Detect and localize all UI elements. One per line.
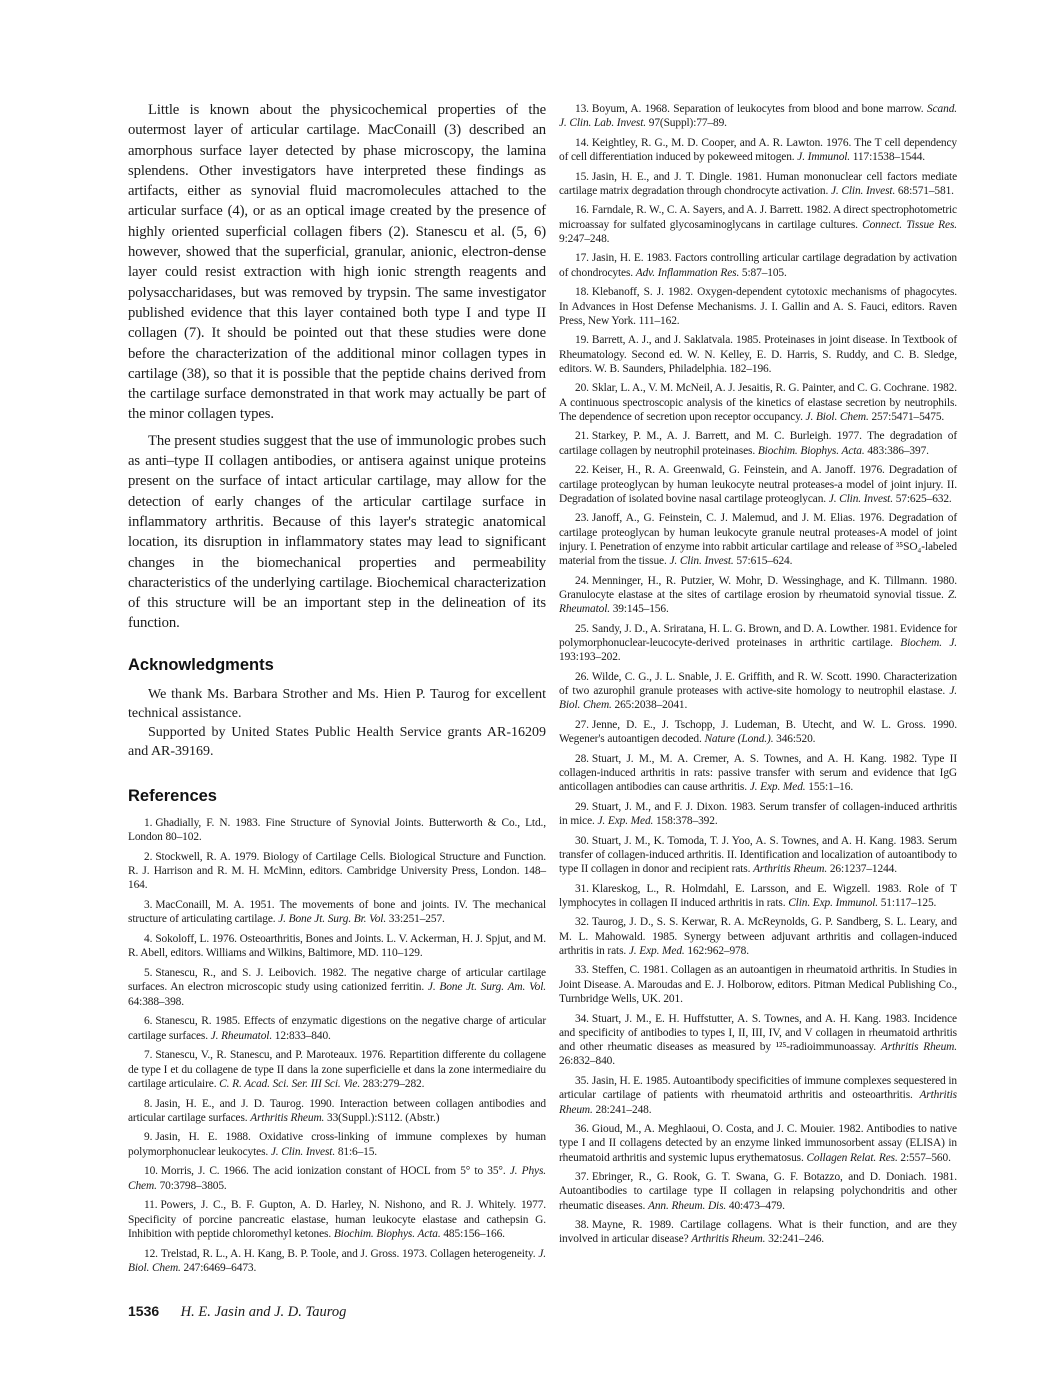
reference-journal: Arthritis Rheum. xyxy=(880,1041,957,1054)
reference-number: 15. xyxy=(575,170,589,183)
reference-journal: Biochim. Biophys. Acta. xyxy=(333,1228,441,1241)
reference-number: 17. xyxy=(575,252,589,265)
reference-journal: J. Clin. Invest. xyxy=(828,492,893,505)
reference-text: Stuart, J. M., and F. J. Dixon. 1983. Serum transfer of collagen-induced arthritis in mice. xyxy=(559,800,957,828)
reference-text: Menninger, H., R. Putzier, W. Mohr, D. Wessinghage, and K. Tillmann. 1980. Granulocyte elastase at the sites of cartilage erosion by rheumatoid synovial tissue. xyxy=(559,574,957,601)
reference-item xyxy=(128,1247,546,1276)
reference-number: 22. xyxy=(575,464,589,477)
reference-journal: Collagen Relat. Res. xyxy=(806,1151,898,1164)
acknowledgments-paragraph-2: Supported by United States Public Health Service grants AR-16209 and AR-39169. xyxy=(128,724,546,759)
reference-text: Sokoloff, L. 1976. Osteoarthritis, Bones and Joints. L. V. Ackerman, H. J. Spjut, and M. R. Abell, editors. Williams and Wilkins, Baltimore, MD. 110–129. xyxy=(128,932,546,960)
reference-item xyxy=(559,429,957,458)
reference-text: Barrett, A. J., and J. Saklatvala. 1985. Proteinases in joint disease. In Textbook of Rheumatology. Second ed. W. N. Kelley, E. D. Harris, S. Ruddy, and C. B. Sledge, editors. W. B. Saunders, Philadelphia. 182–196. xyxy=(559,334,957,375)
reference-journal: Biochem. J. xyxy=(900,637,957,650)
reference-number: 3. xyxy=(144,898,153,911)
reference-text: Stanescu, R., and S. J. Leibovich. 1982. The negative charge of articular cartilage surfaces. An electron microscopic study using cationized ferritin. xyxy=(128,966,546,994)
reference-journal: Arthritis Rheum. xyxy=(691,1233,766,1246)
reference-citation: 162:962–978. xyxy=(687,945,749,957)
reference-number: 18. xyxy=(575,286,589,299)
reference-item xyxy=(559,1012,957,1069)
reference-item xyxy=(128,816,546,845)
reference-item xyxy=(559,963,957,1006)
reference-item xyxy=(128,1198,546,1241)
reference-citation: 26:832–840. xyxy=(559,1055,615,1068)
acknowledgments-heading: Acknowledgments xyxy=(128,655,274,674)
references-list-left xyxy=(128,816,546,1276)
reference-number: 9. xyxy=(144,1131,153,1144)
page-number: 1536 xyxy=(128,1303,160,1319)
reference-text: Powers, J. C., B. F. Gupton, A. D. Harley, N. Nishono, and R. J. Whitely. 1977. Specificity of porcine pancreatic elastase, human leukocyte elastase and cathepsin G. Inhibition with peptide chloromethyl ketones. xyxy=(128,1199,546,1241)
reference-number: 4. xyxy=(144,932,153,945)
reference-citation: 117:1538–1544. xyxy=(852,151,926,164)
reference-item xyxy=(559,800,957,829)
reference-text: Mayne, R. 1989. Cartilage collagens. What is their function, and are they involved in articular disease? xyxy=(559,1219,957,1246)
reference-journal: Biochim. Biophys. Acta. xyxy=(757,444,865,457)
reference-item xyxy=(559,834,957,877)
reference-number: 11. xyxy=(144,1199,158,1212)
references-heading: References xyxy=(128,786,217,805)
reference-number: 10. xyxy=(144,1165,158,1178)
reference-text: Ebringer, R., G. Rook, G. T. Swana, G. F. Botazzo, and D. Doniach. 1981. Autoantibodies to cartilage type II collagen in relapsing polychondritis and other rheumatic diseases. xyxy=(559,1171,957,1212)
reference-number: 19. xyxy=(575,334,589,347)
reference-number: 16. xyxy=(575,204,589,217)
reference-text: Stanescu, V., R. Stanescu, and P. Maroteaux. 1976. Repartition differente du collagene de type I et du collagene de type II dans la zone superficielle et dans la zone intermediaire du cartilage articulaire. xyxy=(128,1049,546,1090)
reference-journal: J. Immunol. xyxy=(797,151,851,164)
reference-item xyxy=(559,718,957,747)
reference-journal: J. Bone Jt. Surg. Am. Vol. xyxy=(427,981,547,994)
reference-journal: Clin. Exp. Immunol. xyxy=(788,896,878,909)
reference-citation: 9:247–248. xyxy=(559,232,610,245)
reference-citation: 33(Suppl.):S112. (Abstr.) xyxy=(327,1111,440,1124)
reference-item xyxy=(559,752,957,795)
reference-citation: 2:557–560. xyxy=(900,1151,951,1164)
reference-citation: 346:520. xyxy=(776,733,816,746)
reference-text: Steffen, C. 1981. Collagen as an autoantigen in rheumatoid arthritis. In Studies in Joint Disease. A. Maroudas and E. J. Holborow, editors. Pitman Medical Publishing Co., Turnbridge Wells, UK. 201. xyxy=(559,964,957,1006)
left-column xyxy=(128,100,546,1281)
reference-number: 14. xyxy=(575,136,589,149)
reference-citation: 32:241–246. xyxy=(768,1233,825,1246)
reference-citation: 12:833–840. xyxy=(274,1029,331,1042)
reference-number: 1. xyxy=(144,816,153,829)
reference-text: Jasin, H. E., and J. D. Taurog. 1990. Interaction between collagen antibodies and articular cartilage surfaces. xyxy=(128,1097,546,1124)
reference-text: Gioud, M., A. Meghlaoui, O. Costa, and J. C. Mouier. 1982. Antibodies to native type I and II collagens detected by an enzyme linked immunosorbent assay (ELISA) in rheumatoid arthritis and systemic lupus erythematosus. xyxy=(559,1123,957,1164)
reference-item xyxy=(128,1130,546,1159)
reference-text: Klareskog, L., R. Holmdahl, E. Larsson, and E. Wigzell. 1983. Role of T lymphocytes in collagen II induced arthritis in rats. xyxy=(559,882,957,909)
reference-item xyxy=(128,898,546,927)
running-authors: H. E. Jasin and J. D. Taurog xyxy=(180,1304,347,1320)
reference-citation: 33:251–257. xyxy=(388,913,445,926)
right-column xyxy=(559,102,957,1252)
reference-journal: J. Clin. Invest. xyxy=(270,1145,336,1158)
reference-item xyxy=(559,251,957,280)
reference-text: Stanescu, R. 1985. Effects of enzymatic digestions on the negative charge of articular cartilage surfaces. xyxy=(128,1015,546,1042)
reference-citation: 51:117–125. xyxy=(880,896,937,909)
reference-number: 28. xyxy=(575,752,589,765)
reference-journal: J. Phys. Chem. xyxy=(128,1165,546,1192)
reference-number: 25. xyxy=(575,622,589,635)
reference-number: 8. xyxy=(144,1097,153,1110)
reference-number: 27. xyxy=(575,718,589,731)
reference-journal: Z. Rheumatol. xyxy=(559,588,957,616)
reference-item xyxy=(559,1074,957,1117)
reference-text: Morris, J. C. 1966. The acid ionization constant of HOCL from 5° to 35°. xyxy=(160,1165,506,1178)
reference-citation: 283:279–282. xyxy=(362,1077,425,1090)
reference-text: Sandy, J. D., A. Sriratana, H. L. G. Brown, and D. A. Lowther. 1981. Evidence for polymorphonuclear-leucocyte-derived proteinases in arthritic cartilage. xyxy=(559,622,957,650)
reference-number: 2. xyxy=(144,850,153,863)
reference-text: Stuart, J. M., K. Tomoda, T. J. Yoo, A. S. Townes, and A. H. Kang. 1983. Serum transfer of collagen-induced arthritis. II. Identification and localization of autoantibody to type II collagen in donor and recipient rats. xyxy=(559,834,957,876)
reference-item xyxy=(559,463,957,506)
reference-item xyxy=(559,915,957,958)
reference-item xyxy=(128,932,546,961)
reference-citation: 5:87–105. xyxy=(741,266,787,279)
reference-number: 35. xyxy=(575,1074,589,1087)
reference-journal: Adv. Inflammation Res. xyxy=(635,266,740,279)
reference-journal: Nature (Lond.). xyxy=(704,733,774,746)
reference-text: Keightley, R. G., M. D. Cooper, and A. R. Lawton. 1976. The T cell dependency of cell differentiation induced by pokeweed mitogen. xyxy=(559,136,957,164)
reference-text: Stuart, J. M., M. A. Cremer, A. S. Townes, and A. H. Kang. 1982. Type II collagen-induced arthritis in rats: passive transfer with serum and evidence that IgG anticollagen antibodies can cause arthritis. xyxy=(559,752,957,794)
reference-citation: 265:2038–2041. xyxy=(614,699,688,712)
reference-text: Farndale, R. W., C. A. Sayers, and A. J. Barrett. 1982. A direct spectrophotometric microassay for sulfated glycosaminoglycans in cartilage cultures. xyxy=(559,204,957,231)
reference-text: Keiser, H., R. A. Greenwald, G. Feinstein, and A. Janoff. 1976. Degradation of cartilage proteoglycan by human leukocyte neutral proteases-a model of joint injury. II. Degradation of isolated bovine nasal cartilage proteoglycan. xyxy=(559,464,957,505)
reference-citation: 155:1–16. xyxy=(808,781,854,794)
reference-number: 6. xyxy=(144,1015,153,1028)
reference-journal: C. R. Acad. Sci. Ser. III Sci. Vie. xyxy=(219,1077,361,1090)
reference-text: Boyum, A. 1968. Separation of leukocytes from blood and bone marrow. xyxy=(591,103,924,115)
reference-item xyxy=(559,381,957,424)
reference-item xyxy=(128,1014,546,1043)
reference-journal: J. Clin. Invest. xyxy=(669,555,734,568)
reference-citation: 193:193–202. xyxy=(559,651,621,664)
reference-number: 7. xyxy=(144,1049,153,1062)
reference-number: 31. xyxy=(575,882,589,895)
reference-journal: J. Rheumatol. xyxy=(210,1029,273,1042)
reference-citation: 81:6–15. xyxy=(337,1145,378,1158)
body-paragraph-2: The present studies suggest that the use of immunologic probes such as anti–type II collagen antibodies, or antisera against unique proteins present on the surface of intact articular cartilage, may allow for the detection of early changes of the articular cartilage surface in inflammatory arthritis. Because of this layer's strategic anatomical location, its disruption in inflammatory states may lead to significant changes in the biomechanical properties and permeability characteristics of the underlying cartilage. Biochemical characterization of this structure will be an important step in the delineation of its function. xyxy=(128,432,546,632)
reference-citation: 57:625–632. xyxy=(895,492,952,505)
reference-text: Stockwell, R. A. 1979. Biology of Cartilage Cells. Biological Structure and Function. R. J. Harrison and R. M. H. McMinn, editors. Cambridge University Press, London. 148–164. xyxy=(128,850,546,892)
reference-citation: 70:3798–3805. xyxy=(159,1179,227,1192)
reference-number: 24. xyxy=(575,574,589,587)
reference-citation: 97(Suppl):77–89. xyxy=(648,117,727,130)
reference-number: 20. xyxy=(575,382,589,395)
reference-journal: J. Exp. Med. xyxy=(628,945,685,957)
reference-journal: J. Biol. Chem. xyxy=(805,410,869,423)
reference-item xyxy=(559,574,957,617)
reference-journal: J. Biol. Chem. xyxy=(128,1247,546,1275)
reference-item xyxy=(128,966,546,1009)
reference-journal: J. Biol. Chem. xyxy=(559,685,957,712)
body-paragraph-1: Little is known about the physicochemical properties of the outermost layer of articular cartilage. MacConaill (3) described an amorphous surface layer detected by phase microscopy, the lamina splendens. Other investigators have interpreted these findings as artifacts, either as synovial fluid macromolecules attached to the articular surface (4), or as an optical image created by the presence of highly oriented superficial collagen fibers (2). Stanescu et al. (5, 6) however, showed that the superficial, granular, anionic, electron-dense layer could resist extraction with high ionic strength reagents and polysaccharidases, but was removed by trypsin. The same investigator published evidence that this layer contained both type I and type II collagen (7). It should be pointed out that these studies were done before the characterization of the additional minor collagen types in cartilage (38), so that it is possible that the peptide chains derived from the cartilage surface demonstrated in that work may actually be part of the minor collagen types. xyxy=(128,102,546,423)
reference-item xyxy=(559,136,957,165)
reference-text: Taurog, J. D., S. S. Kerwar, R. A. McReynolds, G. P. Sandberg, S. L. Leary, and M. L. Mahowald. 1985. Synergy between adjuvant arthritis and collagen-induced arthritis in rats. xyxy=(559,916,957,957)
reference-journal: Arthritis Rheum. xyxy=(559,1089,957,1116)
reference-number: 12. xyxy=(144,1247,158,1260)
acknowledgments-paragraph-1: We thank Ms. Barbara Strother and Ms. Hien P. Taurog for excellent technical assistance. xyxy=(128,686,546,721)
reference-number: 5. xyxy=(144,966,153,979)
reference-item xyxy=(559,333,957,376)
reference-item xyxy=(559,1218,957,1247)
reference-number: 38. xyxy=(575,1219,589,1232)
reference-number: 32. xyxy=(575,916,589,929)
reference-number: 29. xyxy=(575,800,589,813)
reference-citation: 26:1237–1244. xyxy=(829,863,897,876)
discussion-text xyxy=(128,100,546,634)
reference-citation: 257:5471–5475. xyxy=(871,410,945,423)
reference-journal: Arthritis Rheum. xyxy=(250,1111,325,1124)
reference-citation: 68:571–581. xyxy=(897,184,954,197)
reference-journal: Ann. Rheum. Dis. xyxy=(648,1199,727,1212)
reference-journal: Scand. J. Clin. Lab. Invest. xyxy=(559,103,957,130)
reference-text: Klebanoff, S. J. 1982. Oxygen-dependent cytotoxic mechanisms of phagocytes. In Advances in Host Defense Mechanisms. J. I. Gallin and A. S. Fauci, editors. Raven Press, New York. 111–162. xyxy=(559,286,957,327)
reference-item xyxy=(559,102,957,131)
reference-journal: J. Exp. Med. xyxy=(749,781,806,794)
reference-text: Jasin, H. E. 1988. Oxidative cross-linking of immune complexes by human polymorphonuclear leukocytes. xyxy=(128,1131,546,1158)
page-footer xyxy=(128,1303,346,1321)
reference-item xyxy=(559,511,957,568)
reference-citation: 483:386–397. xyxy=(867,444,929,457)
reference-number: 36. xyxy=(575,1123,589,1136)
reference-item xyxy=(559,622,957,665)
reference-item xyxy=(128,850,546,893)
reference-text: Trelstad, R. L., A. H. Kang, B. P. Toole, and J. Gross. 1973. Collagen heterogeneity. xyxy=(160,1247,536,1260)
reference-text: Ghadially, F. N. 1983. Fine Structure of Synovial Joints. Butterworth & Co., Ltd., London 80–102. xyxy=(128,816,546,844)
reference-item xyxy=(559,1170,957,1213)
reference-number: 37. xyxy=(575,1171,589,1184)
reference-journal: J. Clin. Invest. xyxy=(830,184,896,197)
reference-citation: 40:473–479. xyxy=(728,1199,785,1212)
acknowledgments-section xyxy=(128,685,546,761)
reference-journal: J. Bone Jt. Surg. Br. Vol. xyxy=(278,913,387,926)
reference-item xyxy=(128,1048,546,1091)
reference-number: 13. xyxy=(575,103,589,115)
reference-item xyxy=(559,882,957,911)
reference-item xyxy=(559,1122,957,1165)
reference-citation: 39:145–156. xyxy=(612,603,669,616)
reference-item xyxy=(559,670,957,713)
reference-number: 30. xyxy=(575,834,589,847)
references-list-right xyxy=(559,102,957,1247)
reference-item xyxy=(128,1164,546,1193)
reference-number: 33. xyxy=(575,964,589,977)
reference-citation: 485:156–166. xyxy=(443,1228,505,1241)
reference-number: 26. xyxy=(575,670,589,683)
reference-journal: J. Exp. Med. xyxy=(597,815,654,828)
reference-citation: 57:615–624. xyxy=(736,555,793,568)
reference-text: Jasin, H. E. 1983. Factors controlling articular cartilage degradation by activation of chondrocytes. xyxy=(559,252,957,279)
reference-text: Jasin, H. E. 1985. Autoantibody specificities of immune complexes sequestered in articular cartilage of patients with rheumatoid arthritis and osteoarthritis. xyxy=(559,1074,957,1102)
reference-text: Jasin, H. E., and J. T. Dingle. 1981. Human mononuclear cell factors mediate cartilage matrix degradation through chondrocyte activation. xyxy=(559,170,957,197)
reference-item xyxy=(559,285,957,328)
reference-text: Janoff, A., G. Feinstein, C. J. Malemud, and J. M. Elias. 1976. Degradation of cartilage proteoglycan by human leukocyte granule neutral proteases-A model of joint injury. I. Penetration of enzyme into rabbit articular cartilage and release of ³⁵SO₄-labeled material from the tissue. xyxy=(559,512,957,568)
reference-text: MacConaill, M. A. 1951. The movements of bone and joints. IV. The mechanical structure of articulating cartilage. xyxy=(128,898,546,926)
reference-text: Starkey, P. M., A. J. Barrett, and M. C. Burleigh. 1977. The degradation of cartilage collagen by neutrophil proteinases. xyxy=(559,430,957,457)
reference-citation: 158:378–392. xyxy=(656,815,718,828)
reference-text: Stuart, J. M., E. H. Huffstutter, A. S. Townes, and A. H. Kang. 1983. Incidence and specificity of antibodies to types I, II, III, IV, and V collagen in rheumatoid arthritis and other rheumatic diseases as measured by ¹²⁵-radioimmunoassay. xyxy=(559,1012,957,1054)
reference-text: Wilde, C. G., J. L. Snable, J. E. Griffith, and R. W. Scott. 1990. Characterization of two azurophil granule proteases with active-site homology to neutrophil elastase. xyxy=(559,670,957,698)
reference-number: 23. xyxy=(575,512,589,525)
reference-citation: 28:241–248. xyxy=(595,1103,652,1116)
reference-number: 34. xyxy=(575,1012,589,1025)
reference-text: Sklar, L. A., V. M. McNeil, A. J. Jesaitis, R. G. Painter, and C. G. Cochrane. 1982. A continuous spectroscopic analysis of the kinetics of elastase secretion by neutrophils. The dependence of secretion upon receptor occupancy. xyxy=(559,382,957,423)
reference-item xyxy=(128,1097,546,1126)
reference-citation: 247:6469–6473. xyxy=(183,1262,257,1275)
reference-item xyxy=(559,203,957,246)
reference-item xyxy=(559,170,957,199)
reference-citation: 64:388–398. xyxy=(128,995,184,1008)
reference-journal: Arthritis Rheum. xyxy=(753,863,828,876)
reference-number: 21. xyxy=(575,430,589,443)
reference-text: Jenne, D. E., J. Tschopp, J. Ludeman, B. Utecht, and W. L. Gross. 1990. Wegener's autoantigen decoded. xyxy=(559,718,957,746)
reference-journal: Connect. Tissue Res. xyxy=(862,218,958,231)
